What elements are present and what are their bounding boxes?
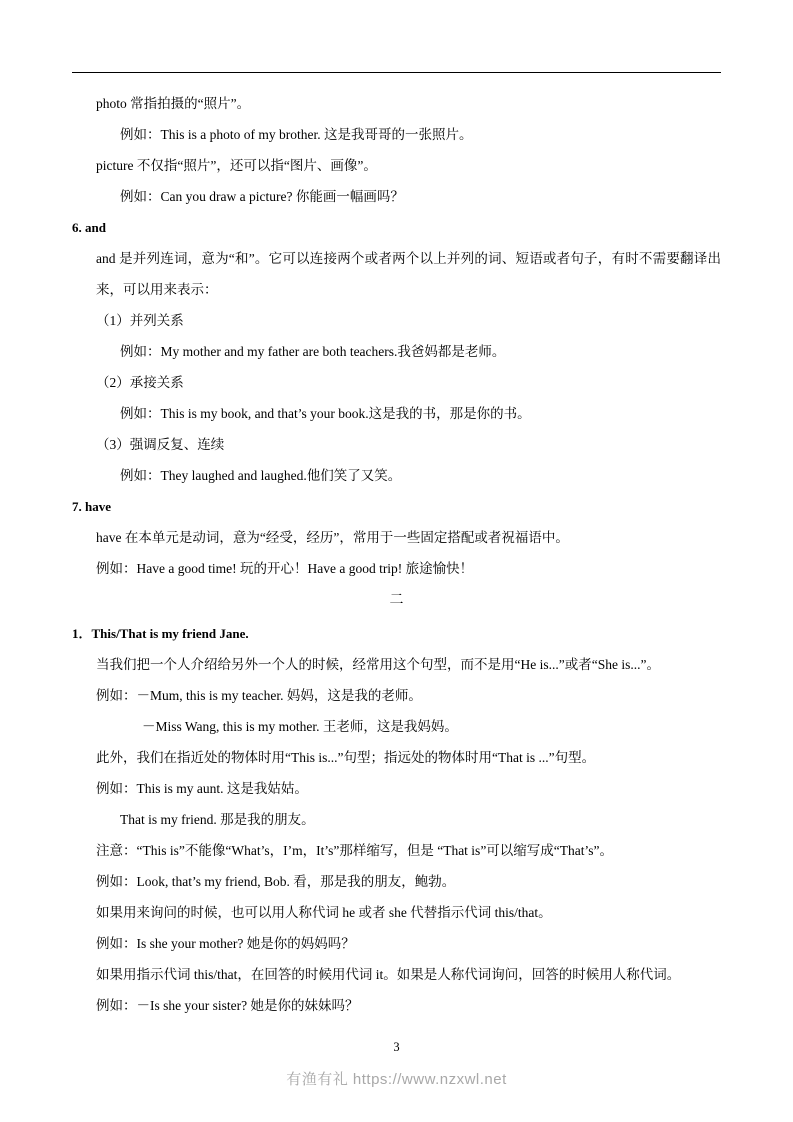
section-heading-this-that: 1．This/That is my friend Jane. [72, 626, 249, 641]
paragraph: 例如：Look, that’s my friend, Bob. 看，那是我的朋友，鲍勃。 [96, 874, 456, 889]
paragraph: 例如：They laughed and laughed.他们笑了又笑。 [120, 468, 402, 483]
paragraph: 此外，我们在指近处的物体时用“This is...”句型；指远处的物体时用“That is ...”句型。 [96, 750, 596, 765]
paragraph: （1）并列关系 [96, 313, 184, 328]
watermark-text: 有渔有礼 https://www.nzxwl.net [286, 1071, 507, 1088]
paragraph: 例如：My mother and my father are both teachers.我爸妈都是老师。 [120, 344, 506, 359]
section-heading-and: 6. and [72, 220, 106, 235]
paragraph: photo 常指拍摄的“照片”。 [96, 96, 251, 111]
paragraph: 如果用指示代词 this/that，在回答的时候用代词 it。如果是人称代词询问，回答的时候用人称代词。 [96, 967, 681, 982]
header-divider [72, 72, 721, 73]
paragraph: （3）强调反复、连续 [96, 437, 225, 452]
paragraph: picture 不仅指“照片”，还可以指“图片、画像”。 [96, 158, 377, 173]
paragraph: （2）承接关系 [96, 375, 184, 390]
document-body [72, 88, 721, 1021]
paragraph: and 是并列连词，意为“和”。它可以连接两个或者两个以上并列的词、短语或者句子，有时不需要翻译出来，可以用来表示： [96, 251, 721, 297]
paragraph: That is my friend. 那是我的朋友。 [120, 812, 315, 827]
page-number: 3 [393, 1040, 400, 1054]
paragraph: 例如：－Is she your sister? 她是你的妹妹吗？ [96, 998, 359, 1013]
paragraph: 例如：This is a photo of my brother. 这是我哥哥的一张照片。 [120, 127, 473, 142]
paragraph: have 在本单元是动词，意为“经受，经历”，常用于一些固定搭配或者祝福语中。 [96, 530, 569, 545]
paragraph: 例如：Is she your mother? 她是你的妈妈吗？ [96, 936, 355, 951]
paragraph: 例如：Have a good time! 玩的开心！Have a good trip! 旅途愉快！ [96, 561, 474, 576]
paragraph: 例如：This is my book, and that’s your book.这是我的书，那是你的书。 [120, 406, 531, 421]
section-divider-label: 二 [389, 593, 404, 608]
paragraph: －Miss Wang, this is my mother. 王老师，这是我妈妈。 [142, 719, 458, 734]
paragraph: 例如：This is my aunt. 这是我姑姑。 [96, 781, 308, 796]
paragraph: 如果用来询问的时候，也可以用人称代词 he 或者 she 代替指示代词 this/that。 [96, 905, 552, 920]
paragraph: 当我们把一个人介绍给另外一个人的时候，经常用这个句型，而不是用“He is...”或者“She is...”。 [96, 657, 660, 672]
paragraph: 注意：“This is”不能像“What’s，I’m，It’s”那样缩写，但是 “That is”可以缩写成“That’s”。 [96, 843, 614, 858]
section-heading-have: 7. have [72, 499, 111, 514]
paragraph: 例如：－Mum, this is my teacher. 妈妈，这是我的老师。 [96, 688, 422, 703]
paragraph: 例如：Can you draw a picture? 你能画一幅画吗？ [120, 189, 404, 204]
